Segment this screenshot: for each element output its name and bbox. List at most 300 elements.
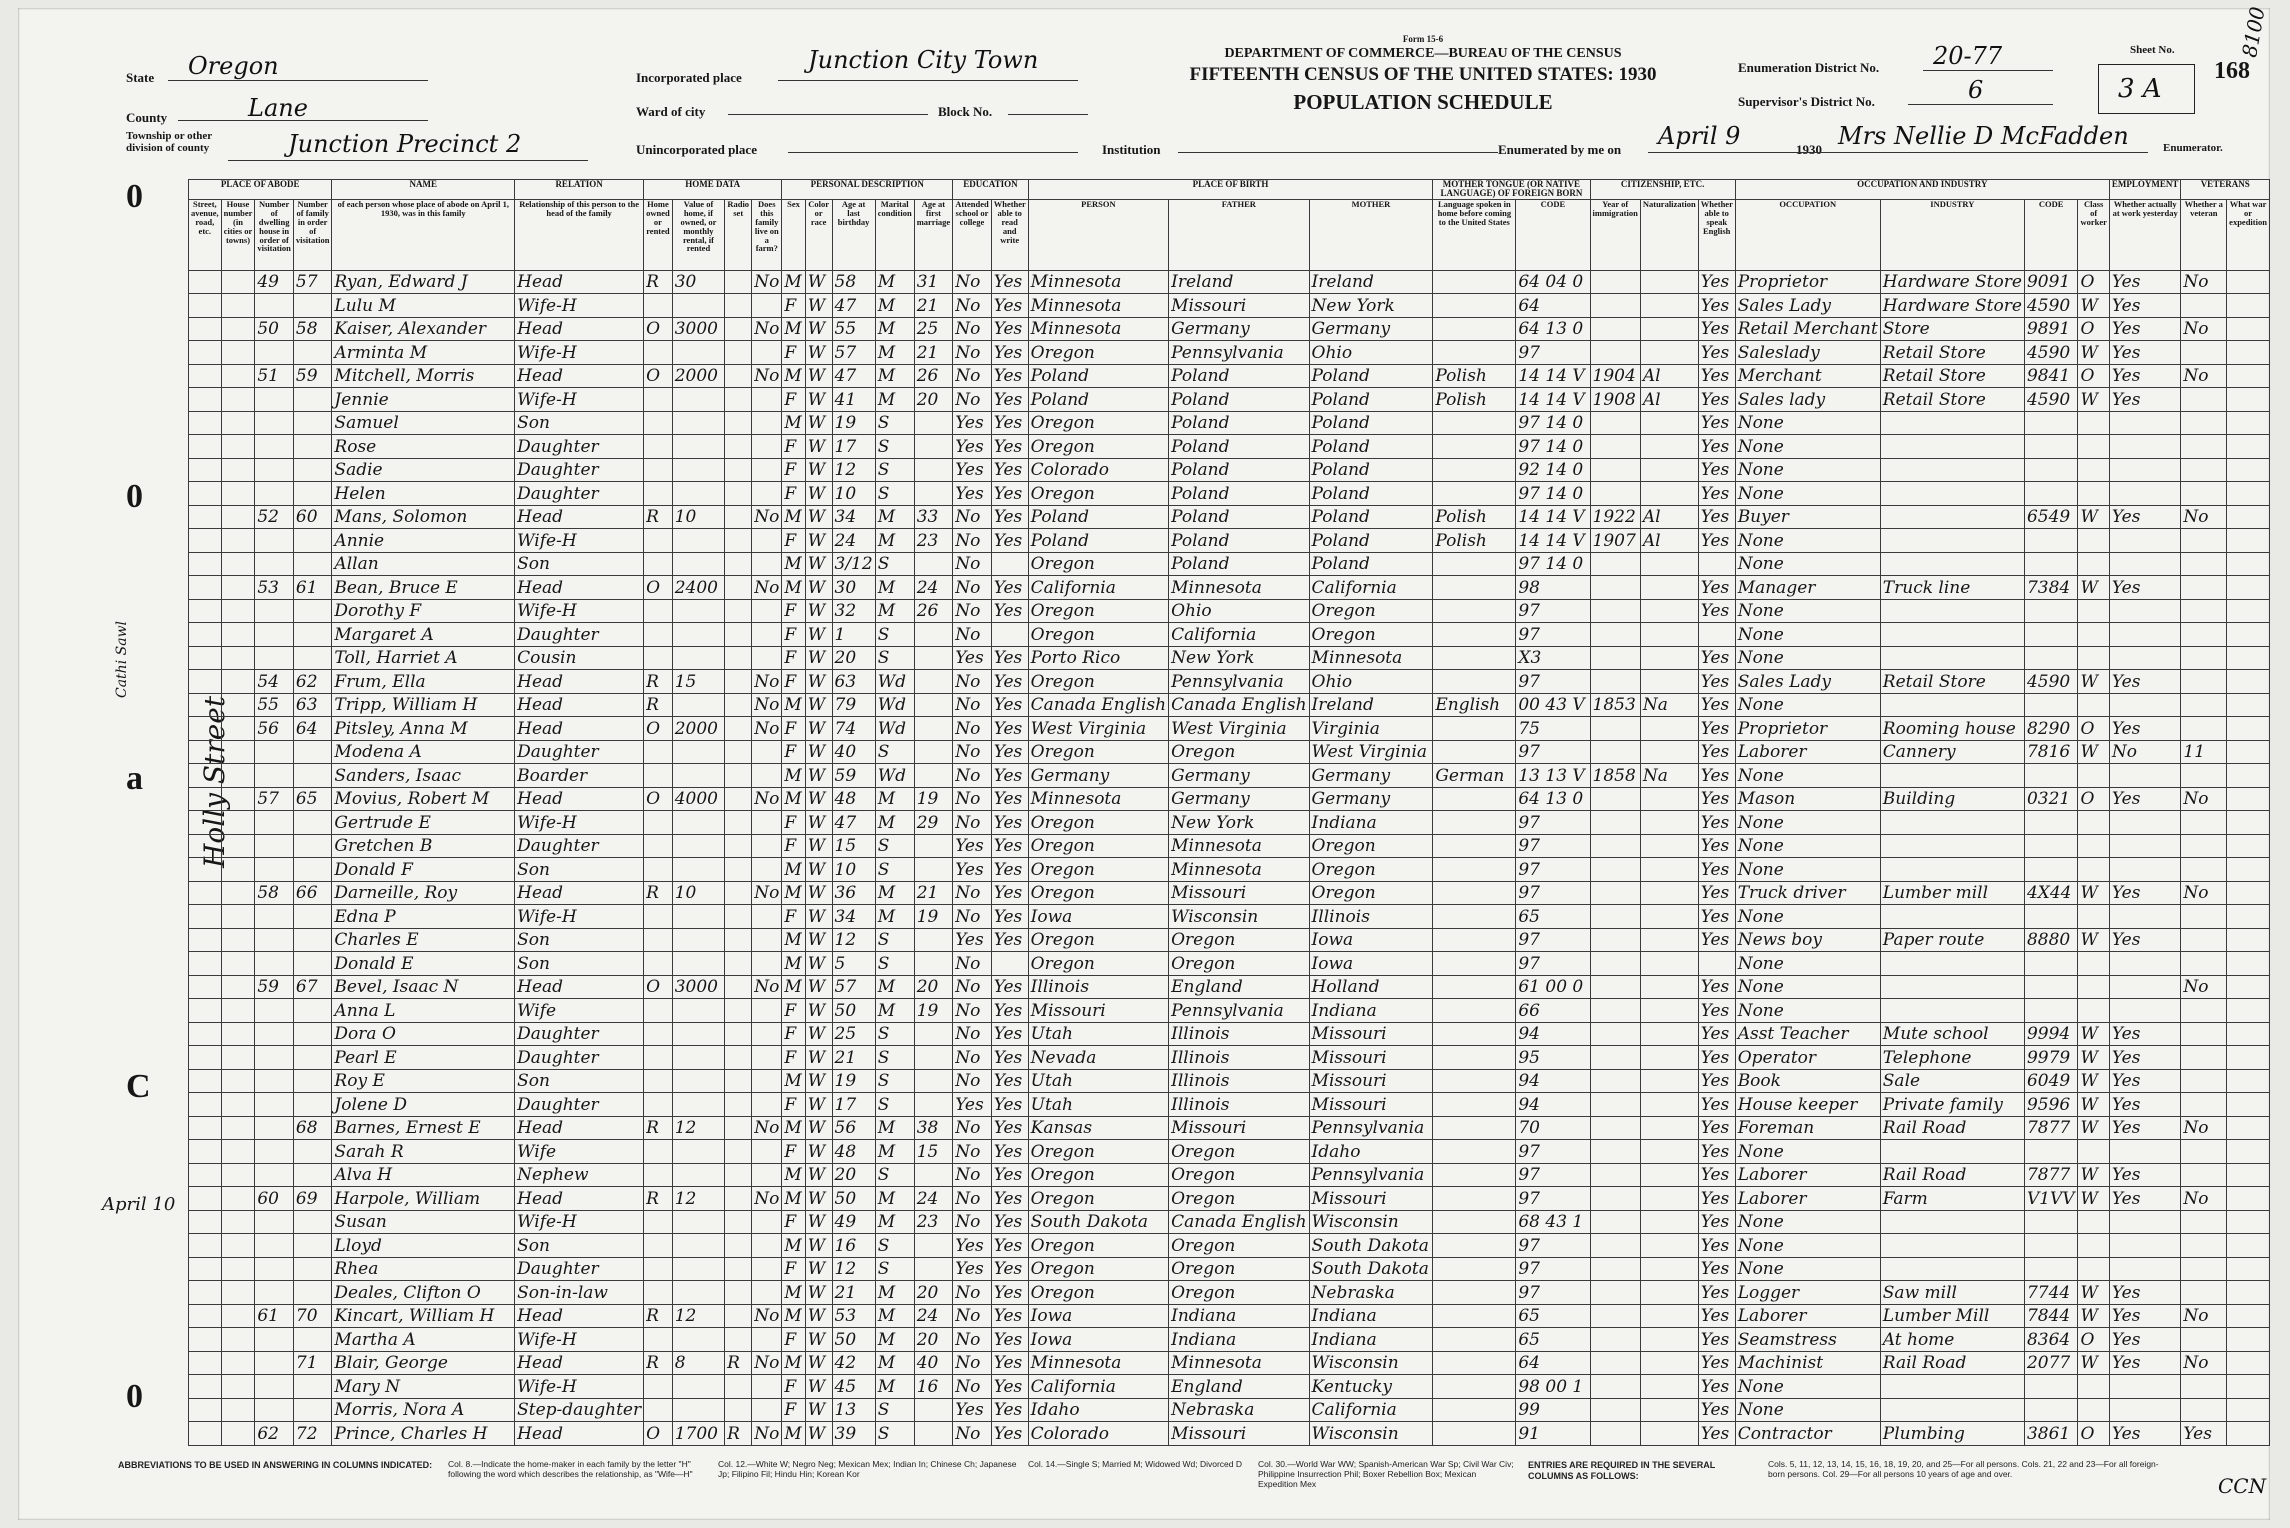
cell-read: Yes bbox=[991, 435, 1028, 459]
cell-value bbox=[672, 1328, 724, 1352]
cell-farm: No bbox=[752, 787, 782, 811]
cell-naturalization bbox=[1640, 1351, 1698, 1375]
cell-age-married: 20 bbox=[914, 1281, 953, 1305]
cell-war bbox=[2227, 834, 2270, 858]
cell-naturalization: Al bbox=[1640, 388, 1698, 412]
cell-father-birthplace: Pennsylvania bbox=[1169, 341, 1309, 365]
footer-entries-title: ENTRIES ARE REQUIRED IN THE SEVERAL COLUMNS AS FOLLOWS: bbox=[1528, 1460, 1716, 1481]
cell-age-married bbox=[914, 1234, 953, 1258]
cell-name: Lulu M bbox=[332, 294, 515, 318]
cell-relation: Son bbox=[515, 952, 644, 976]
cell-radio bbox=[725, 623, 752, 647]
cell-english: Yes bbox=[1698, 1046, 1735, 1070]
cell-marital: M bbox=[875, 905, 914, 929]
cell-read: Yes bbox=[991, 1116, 1028, 1140]
cell-home bbox=[644, 435, 673, 459]
cell-naturalization bbox=[1640, 599, 1698, 623]
cell-immigration bbox=[1590, 599, 1640, 623]
cell-immigration bbox=[1590, 576, 1640, 600]
cell-race: W bbox=[805, 270, 832, 294]
cell-immigration bbox=[1590, 717, 1640, 741]
cell-age: 12 bbox=[832, 1257, 875, 1281]
cell-at-work bbox=[2109, 975, 2181, 999]
cell-value bbox=[672, 1093, 724, 1117]
cell-industry bbox=[1880, 435, 2024, 459]
cell-dwelling bbox=[255, 1093, 294, 1117]
cell-street bbox=[189, 740, 222, 764]
cell-birthplace: Oregon bbox=[1028, 1187, 1168, 1211]
cell-read: Yes bbox=[991, 1187, 1028, 1211]
enum-district-label: Enumeration District No. bbox=[1738, 60, 1880, 75]
cell-mother-birthplace: Ohio bbox=[1309, 341, 1433, 365]
cell-street bbox=[189, 881, 222, 905]
cell-immigration bbox=[1590, 270, 1640, 294]
cell-sex: M bbox=[782, 505, 805, 529]
cell-sex: F bbox=[782, 646, 805, 670]
binder-mark-4: C bbox=[126, 1068, 151, 1105]
cell-school: No bbox=[953, 1187, 992, 1211]
cell-family bbox=[293, 1140, 332, 1164]
cell-read: Yes bbox=[991, 505, 1028, 529]
cell-street bbox=[189, 764, 222, 788]
cell-school: No bbox=[953, 1375, 992, 1399]
cell-race: W bbox=[805, 1140, 832, 1164]
cell-dwelling bbox=[255, 811, 294, 835]
cell-industry bbox=[1880, 1210, 2024, 1234]
cell-occupation: None bbox=[1735, 905, 1880, 929]
cell-family bbox=[293, 1093, 332, 1117]
cell-family bbox=[293, 1328, 332, 1352]
cell-immigration bbox=[1590, 670, 1640, 694]
cell-dwelling bbox=[255, 952, 294, 976]
cell-occupation: None bbox=[1735, 834, 1880, 858]
cell-worker-class: O bbox=[2078, 1328, 2109, 1352]
cell-family: 71 bbox=[293, 1351, 332, 1375]
cell-industry: Cannery bbox=[1880, 740, 2024, 764]
cell-occ-code bbox=[2024, 411, 2078, 435]
head-industry: INDUSTRY bbox=[1880, 199, 2024, 270]
cell-code: 98 00 1 bbox=[1516, 1375, 1590, 1399]
cell-code: 97 14 0 bbox=[1516, 435, 1590, 459]
cell-house bbox=[221, 764, 255, 788]
cell-street bbox=[189, 999, 222, 1023]
cell-age-married bbox=[914, 646, 953, 670]
cell-birthplace: Oregon bbox=[1028, 858, 1168, 882]
cell-language: Polish bbox=[1433, 505, 1516, 529]
cell-english: Yes bbox=[1698, 364, 1735, 388]
cell-occ-code: 9891 bbox=[2024, 317, 2078, 341]
cell-school: No bbox=[953, 505, 992, 529]
cell-immigration bbox=[1590, 1022, 1640, 1046]
cell-father-birthplace: Oregon bbox=[1169, 952, 1309, 976]
cell-industry bbox=[1880, 599, 2024, 623]
cell-farm bbox=[752, 1046, 782, 1070]
cell-house bbox=[221, 1257, 255, 1281]
cell-english: Yes bbox=[1698, 740, 1735, 764]
cell-immigration: 1908 bbox=[1590, 388, 1640, 412]
cell-naturalization bbox=[1640, 1281, 1698, 1305]
cell-mother-birthplace: Missouri bbox=[1309, 1093, 1433, 1117]
cell-house bbox=[221, 717, 255, 741]
cell-occ-code bbox=[2024, 623, 2078, 647]
cell-street bbox=[189, 905, 222, 929]
cell-industry: Retail Store bbox=[1880, 364, 2024, 388]
cell-read: Yes bbox=[991, 1257, 1028, 1281]
cell-occ-code bbox=[2024, 693, 2078, 717]
cell-sex: F bbox=[782, 458, 805, 482]
cell-language bbox=[1433, 787, 1516, 811]
cell-father-birthplace: Minnesota bbox=[1169, 834, 1309, 858]
cell-code: 64 13 0 bbox=[1516, 787, 1590, 811]
head-language: Language spoken in home before coming to the United States bbox=[1433, 199, 1516, 270]
cell-birthplace: Oregon bbox=[1028, 435, 1168, 459]
cell-house bbox=[221, 787, 255, 811]
cell-marital: M bbox=[875, 1140, 914, 1164]
cell-street bbox=[189, 505, 222, 529]
cell-radio bbox=[725, 1140, 752, 1164]
cell-naturalization bbox=[1640, 975, 1698, 999]
cell-industry bbox=[1880, 1398, 2024, 1422]
cell-birthplace: Oregon bbox=[1028, 482, 1168, 506]
cell-immigration bbox=[1590, 646, 1640, 670]
cell-language bbox=[1433, 999, 1516, 1023]
cell-school: Yes bbox=[953, 834, 992, 858]
cell-dwelling bbox=[255, 341, 294, 365]
cell-dwelling bbox=[255, 411, 294, 435]
cell-birthplace: Poland bbox=[1028, 364, 1168, 388]
cell-age: 56 bbox=[832, 1116, 875, 1140]
cell-sex: M bbox=[782, 1116, 805, 1140]
cell-school: No bbox=[953, 1116, 992, 1140]
cell-veteran bbox=[2181, 928, 2227, 952]
cell-industry bbox=[1880, 623, 2024, 647]
cell-veteran bbox=[2181, 529, 2227, 553]
cell-home bbox=[644, 1022, 673, 1046]
cell-war bbox=[2227, 270, 2270, 294]
cell-farm bbox=[752, 1163, 782, 1187]
cell-occ-code: 7877 bbox=[2024, 1116, 2078, 1140]
cell-value bbox=[672, 1257, 724, 1281]
enumerator-label: Enumerator. bbox=[2163, 142, 2223, 154]
cell-at-work bbox=[2109, 1257, 2181, 1281]
cell-home: R bbox=[644, 505, 673, 529]
cell-age-married: 20 bbox=[914, 1328, 953, 1352]
cell-age: 5 bbox=[832, 952, 875, 976]
cell-street bbox=[189, 858, 222, 882]
cell-marital: S bbox=[875, 1069, 914, 1093]
cell-language bbox=[1433, 1281, 1516, 1305]
cell-immigration bbox=[1590, 905, 1640, 929]
cell-school: No bbox=[953, 999, 992, 1023]
cell-family: 67 bbox=[293, 975, 332, 999]
cell-war bbox=[2227, 623, 2270, 647]
cell-sex: M bbox=[782, 928, 805, 952]
cell-name: Susan bbox=[332, 1210, 515, 1234]
cell-father-birthplace: Germany bbox=[1169, 787, 1309, 811]
table-row bbox=[189, 881, 2270, 905]
cell-naturalization: Al bbox=[1640, 529, 1698, 553]
cell-naturalization bbox=[1640, 1422, 1698, 1446]
cell-immigration bbox=[1590, 834, 1640, 858]
cell-home bbox=[644, 552, 673, 576]
cell-street bbox=[189, 1304, 222, 1328]
cell-occ-code bbox=[2024, 482, 2078, 506]
cell-worker-class bbox=[2078, 999, 2109, 1023]
cell-worker-class bbox=[2078, 646, 2109, 670]
cell-radio bbox=[725, 834, 752, 858]
cell-age-married bbox=[914, 623, 953, 647]
cell-house bbox=[221, 1022, 255, 1046]
cell-value: 1700 bbox=[672, 1422, 724, 1446]
cell-occupation: Saleslady bbox=[1735, 341, 1880, 365]
enumerated-year: 1930 bbox=[1796, 142, 1822, 157]
table-row bbox=[189, 1234, 2270, 1258]
cell-mother-birthplace: Germany bbox=[1309, 317, 1433, 341]
cell-occupation: Seamstress bbox=[1735, 1328, 1880, 1352]
cell-age: 15 bbox=[832, 834, 875, 858]
cell-read: Yes bbox=[991, 811, 1028, 835]
cell-worker-class bbox=[2078, 693, 2109, 717]
cell-read: Yes bbox=[991, 1328, 1028, 1352]
cell-english: Yes bbox=[1698, 1375, 1735, 1399]
cell-radio bbox=[725, 1187, 752, 1211]
cell-birthplace: Oregon bbox=[1028, 623, 1168, 647]
cell-relation: Cousin bbox=[515, 646, 644, 670]
cell-mother-birthplace: Oregon bbox=[1309, 599, 1433, 623]
cell-age-married: 21 bbox=[914, 881, 953, 905]
cell-occupation: Proprietor bbox=[1735, 270, 1880, 294]
cell-relation: Daughter bbox=[515, 1093, 644, 1117]
table-row bbox=[189, 928, 2270, 952]
cell-farm: No bbox=[752, 1351, 782, 1375]
cell-relation: Head bbox=[515, 1116, 644, 1140]
cell-industry: Lumber mill bbox=[1880, 881, 2024, 905]
cell-marital: M bbox=[875, 881, 914, 905]
cell-war bbox=[2227, 1069, 2270, 1093]
cell-code: 97 bbox=[1516, 341, 1590, 365]
cell-dwelling: 62 bbox=[255, 1422, 294, 1446]
cell-worker-class: W bbox=[2078, 1351, 2109, 1375]
cell-street bbox=[189, 317, 222, 341]
cell-sex: F bbox=[782, 1210, 805, 1234]
cell-relation: Head bbox=[515, 1422, 644, 1446]
cell-house bbox=[221, 411, 255, 435]
cell-worker-class bbox=[2078, 1210, 2109, 1234]
cell-age: 39 bbox=[832, 1422, 875, 1446]
cell-occ-code bbox=[2024, 975, 2078, 999]
cell-occupation: None bbox=[1735, 482, 1880, 506]
form-number: Form 15-6 bbox=[1402, 34, 1444, 44]
cell-mother-birthplace: Wisconsin bbox=[1309, 1351, 1433, 1375]
cell-school: Yes bbox=[953, 411, 992, 435]
cell-relation: Head bbox=[515, 1351, 644, 1375]
cell-sex: F bbox=[782, 1093, 805, 1117]
cell-war bbox=[2227, 670, 2270, 694]
cell-father-birthplace: New York bbox=[1169, 811, 1309, 835]
cell-mother-birthplace: Pennsylvania bbox=[1309, 1116, 1433, 1140]
cell-language bbox=[1433, 1257, 1516, 1281]
cell-immigration bbox=[1590, 1398, 1640, 1422]
cell-at-work bbox=[2109, 1210, 2181, 1234]
cell-age: 59 bbox=[832, 764, 875, 788]
cell-race: W bbox=[805, 1093, 832, 1117]
cell-name: Toll, Harriet A bbox=[332, 646, 515, 670]
cell-occupation: Sales Lady bbox=[1735, 294, 1880, 318]
cell-war bbox=[2227, 1398, 2270, 1422]
cell-war bbox=[2227, 1163, 2270, 1187]
cell-at-work: Yes bbox=[2109, 576, 2181, 600]
cell-dwelling bbox=[255, 1328, 294, 1352]
cell-radio bbox=[725, 529, 752, 553]
cell-marital: M bbox=[875, 811, 914, 835]
cell-home: R bbox=[644, 270, 673, 294]
cell-farm: No bbox=[752, 881, 782, 905]
cell-worker-class: O bbox=[2078, 317, 2109, 341]
cell-read: Yes bbox=[991, 317, 1028, 341]
county-value: Lane bbox=[248, 94, 308, 122]
cell-code: 70 bbox=[1516, 1116, 1590, 1140]
cell-immigration bbox=[1590, 1234, 1640, 1258]
cell-home bbox=[644, 811, 673, 835]
cell-mother-birthplace: Missouri bbox=[1309, 1069, 1433, 1093]
cell-school: No bbox=[953, 811, 992, 835]
cell-dwelling: 53 bbox=[255, 576, 294, 600]
cell-code: 61 00 0 bbox=[1516, 975, 1590, 999]
cell-code: 94 bbox=[1516, 1093, 1590, 1117]
cell-veteran bbox=[2181, 1257, 2227, 1281]
cell-war bbox=[2227, 364, 2270, 388]
cell-dwelling bbox=[255, 1375, 294, 1399]
cell-age: 53 bbox=[832, 1304, 875, 1328]
cell-sex: M bbox=[782, 858, 805, 882]
cell-age: 32 bbox=[832, 599, 875, 623]
cell-street bbox=[189, 1351, 222, 1375]
cell-home bbox=[644, 646, 673, 670]
cell-relation: Head bbox=[515, 693, 644, 717]
cell-dwelling bbox=[255, 1022, 294, 1046]
cell-marital: M bbox=[875, 294, 914, 318]
cell-home bbox=[644, 1140, 673, 1164]
cell-dwelling bbox=[255, 764, 294, 788]
cell-birthplace: Minnesota bbox=[1028, 317, 1168, 341]
cell-at-work: Yes bbox=[2109, 1046, 2181, 1070]
cell-house bbox=[221, 1093, 255, 1117]
cell-english: Yes bbox=[1698, 858, 1735, 882]
cell-occupation: None bbox=[1735, 999, 1880, 1023]
cell-language bbox=[1433, 482, 1516, 506]
cell-relation: Son bbox=[515, 1069, 644, 1093]
cell-school: No bbox=[953, 270, 992, 294]
enumerated-line bbox=[1648, 152, 2148, 153]
cell-veteran bbox=[2181, 552, 2227, 576]
cell-birthplace: Poland bbox=[1028, 505, 1168, 529]
cell-race: W bbox=[805, 482, 832, 506]
cell-marital: S bbox=[875, 1257, 914, 1281]
cell-name: Helen bbox=[332, 482, 515, 506]
cell-marital: S bbox=[875, 740, 914, 764]
cell-immigration bbox=[1590, 1375, 1640, 1399]
cell-english: Yes bbox=[1698, 529, 1735, 553]
cell-language bbox=[1433, 341, 1516, 365]
ward-line bbox=[728, 114, 928, 115]
cell-occ-code bbox=[2024, 646, 2078, 670]
cell-birthplace: Poland bbox=[1028, 529, 1168, 553]
cell-radio bbox=[725, 1093, 752, 1117]
cell-mother-birthplace: New York bbox=[1309, 294, 1433, 318]
cell-mother-birthplace: California bbox=[1309, 1398, 1433, 1422]
cell-age: 57 bbox=[832, 341, 875, 365]
cell-read: Yes bbox=[991, 599, 1028, 623]
cell-code: 14 14 V bbox=[1516, 364, 1590, 388]
cell-industry: Retail Store bbox=[1880, 388, 2024, 412]
cell-veteran: No bbox=[2181, 270, 2227, 294]
cell-farm: No bbox=[752, 576, 782, 600]
cell-occ-code bbox=[2024, 599, 2078, 623]
cell-worker-class: W bbox=[2078, 505, 2109, 529]
cell-dwelling bbox=[255, 1210, 294, 1234]
cell-age: 47 bbox=[832, 364, 875, 388]
cell-name: Donald E bbox=[332, 952, 515, 976]
cell-family: 57 bbox=[293, 270, 332, 294]
cell-age: 36 bbox=[832, 881, 875, 905]
cell-value bbox=[672, 458, 724, 482]
cell-race: W bbox=[805, 388, 832, 412]
cell-farm bbox=[752, 341, 782, 365]
cell-language bbox=[1433, 740, 1516, 764]
cell-dwelling bbox=[255, 435, 294, 459]
cell-sex: F bbox=[782, 1140, 805, 1164]
cell-occupation: Buyer bbox=[1735, 505, 1880, 529]
cell-veteran bbox=[2181, 1140, 2227, 1164]
cell-worker-class bbox=[2078, 1140, 2109, 1164]
cell-war bbox=[2227, 1140, 2270, 1164]
cell-home bbox=[644, 1281, 673, 1305]
cell-family bbox=[293, 1234, 332, 1258]
cell-home: O bbox=[644, 787, 673, 811]
cell-veteran bbox=[2181, 482, 2227, 506]
cell-veteran bbox=[2181, 1234, 2227, 1258]
cell-code: 64 bbox=[1516, 294, 1590, 318]
cell-home bbox=[644, 952, 673, 976]
cell-family bbox=[293, 294, 332, 318]
cell-read: Yes bbox=[991, 1022, 1028, 1046]
cell-industry: Building bbox=[1880, 787, 2024, 811]
table-row bbox=[189, 1022, 2270, 1046]
cell-mother-birthplace: Oregon bbox=[1309, 858, 1433, 882]
cell-occupation: Book bbox=[1735, 1069, 1880, 1093]
cell-age: 19 bbox=[832, 1069, 875, 1093]
cell-marital: S bbox=[875, 1093, 914, 1117]
cell-at-work: Yes bbox=[2109, 1351, 2181, 1375]
footer-col14: Col. 14.—Single S; Married M; Widowed Wd; Divorced D bbox=[1028, 1459, 1242, 1469]
cell-race: W bbox=[805, 317, 832, 341]
cell-house bbox=[221, 599, 255, 623]
cell-value bbox=[672, 1398, 724, 1422]
cell-street bbox=[189, 599, 222, 623]
cell-at-work: Yes bbox=[2109, 1093, 2181, 1117]
cell-family: 63 bbox=[293, 693, 332, 717]
cell-immigration bbox=[1590, 740, 1640, 764]
cell-read: Yes bbox=[991, 576, 1028, 600]
cell-relation: Head bbox=[515, 670, 644, 694]
cell-house bbox=[221, 1046, 255, 1070]
cell-radio bbox=[725, 1304, 752, 1328]
cell-veteran bbox=[2181, 623, 2227, 647]
cell-occupation: None bbox=[1735, 599, 1880, 623]
cell-at-work bbox=[2109, 693, 2181, 717]
cell-race: W bbox=[805, 435, 832, 459]
head-english: Whether able to speak English bbox=[1698, 199, 1735, 270]
